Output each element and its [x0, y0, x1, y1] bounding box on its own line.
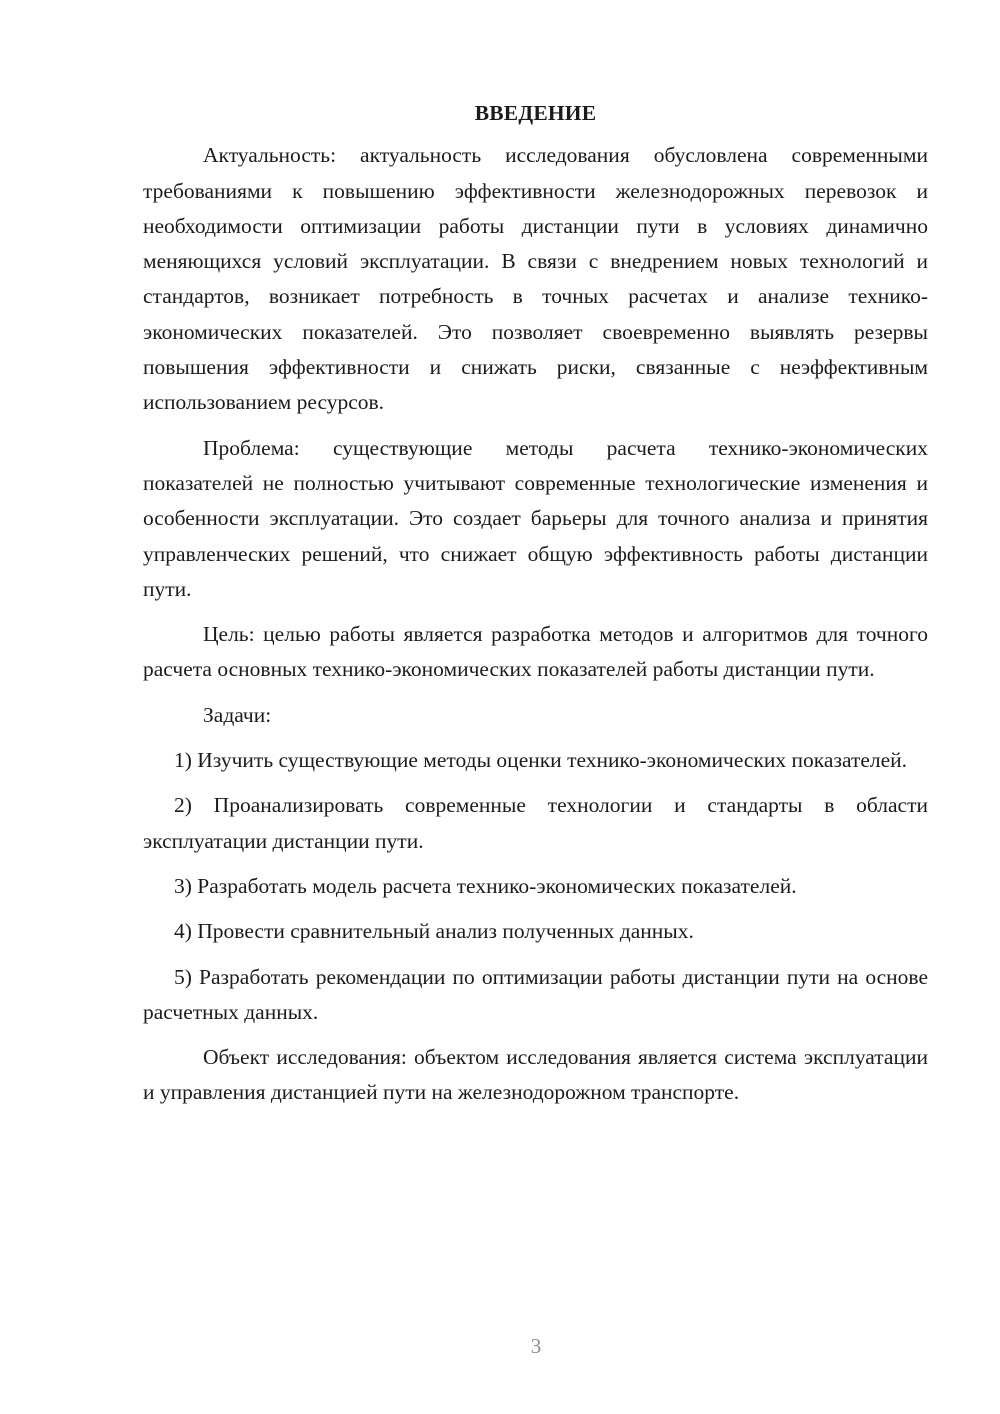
- page-heading: ВВЕДЕНИЕ: [474, 101, 597, 125]
- task-item-1: 1) Изучить существующие методы оценки технико-экономических показателей.: [174, 748, 908, 773]
- page-number: 3: [530, 1334, 542, 1358]
- paragraph-object: Объект исследования: объектом исследования является система эксплуатации и управления дистанцией пути на железнодорожном транспорте.: [143, 1045, 928, 1105]
- page-body: [143, 96, 928, 1111]
- tasks-label: Задачи:: [203, 702, 272, 727]
- task-item-4: 4) Провести сравнительный анализ полученных данных.: [174, 919, 694, 944]
- task-item-5: 5) Разработать рекомендации по оптимизации работы дистанции пути на основе расчетных данных.: [143, 964, 928, 1024]
- paragraph-problem: Проблема: существующие методы расчета технико-экономических показателей не полностью учитывают современные технологические изменения и особенности эксплуатации. Это создает барьеры для точного анализа и принятия управленческих решений, что снижает общую эффективность работы дистанции пути.: [143, 435, 928, 601]
- paragraph-relevance: Актуальность: актуальность исследования обусловлена современными требованиями к повышению эффективности железнодорожных перевозок и необходимости оптимизации работы дистанции пути в условиях динамично меняющихся условий эксплуатации. В связи с внедрением новых технологий и стандартов, возникает потребность в точных расчетах и анализе технико-экономических показателей. Это позволяет своевременно выявлять резервы повышения эффективности и снижать риски, связанные с неэффективным использованием ресурсов.: [143, 143, 928, 415]
- task-item-2: 2) Проанализировать современные технологии и стандарты в области эксплуатации дистанции пути.: [143, 793, 928, 853]
- paragraph-goal: Цель: целью работы является разработка методов и алгоритмов для точного расчета основных технико-экономических показателей работы дистанции пути.: [143, 622, 928, 682]
- task-item-3: 3) Разработать модель расчета технико-экономических показателей.: [174, 873, 797, 898]
